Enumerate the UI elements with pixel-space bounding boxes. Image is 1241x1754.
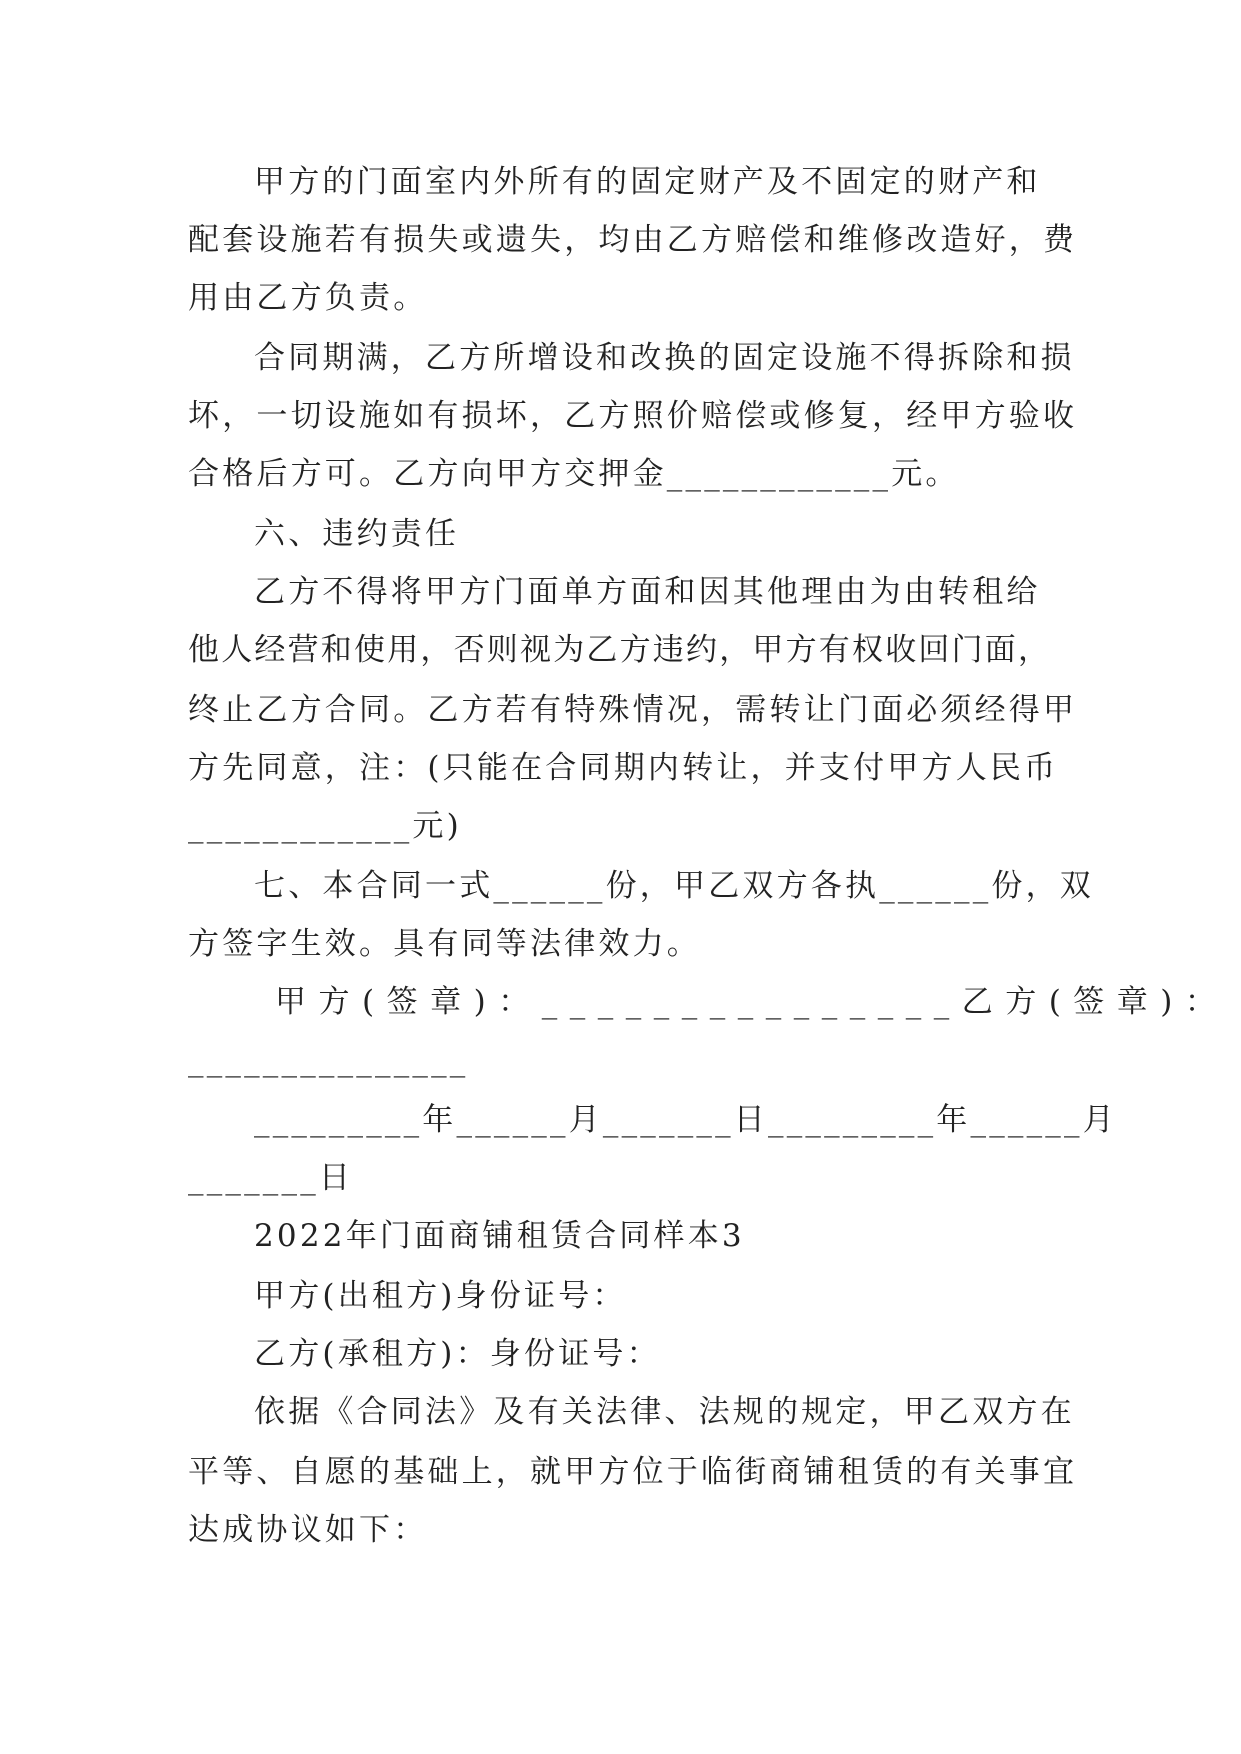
copies-line: 七、本合同一式______份，甲乙双方各执______份，双: [254, 868, 1094, 904]
paragraph-line: 达成协议如下：: [188, 1512, 428, 1548]
date-line: _________年______月_______日_________年______月: [254, 1102, 1117, 1138]
lessor-id-line: 甲方(出租方)身份证号：: [254, 1278, 627, 1314]
lessee-id-line: 乙方(承租方)：身份证号：: [254, 1336, 661, 1372]
section-heading: 六、违约责任: [254, 516, 460, 552]
paragraph-line: 甲方的门面室内外所有的固定财产及不固定的财产和: [254, 164, 1041, 200]
deposit-line: 合格后方可。乙方向甲方交押金____________元。: [188, 456, 960, 492]
paragraph-line: 坏，一切设施如有损坏，乙方照价赔偿或修复，经甲方验收: [188, 398, 1078, 434]
paragraph-line: 他人经营和使用，否则视为乙方违约，甲方有权收回门面，: [188, 632, 1052, 668]
paragraph-line: 乙方不得将甲方门面单方面和因其他理由为由转租给: [254, 574, 1041, 610]
paragraph-line: 配套设施若有损失或遗失，均由乙方赔偿和维修改造好，费: [188, 222, 1078, 258]
paragraph-line: ____________元): [188, 808, 462, 844]
paragraph-line: 合同期满，乙方所增设和改换的固定设施不得拆除和损: [254, 340, 1075, 376]
signature-blank: _______________: [188, 1042, 469, 1078]
signature-line: 甲方(签章)：_______________乙方(签章)：: [275, 984, 1229, 1020]
contract-title: 2022年门面商铺租赁合同样本3: [254, 1218, 745, 1254]
paragraph-line: 方先同意，注：(只能在合同期内转让，并支付甲方人民币: [188, 750, 1059, 786]
paragraph-line: 终止乙方合同。乙方若有特殊情况，需转让门面必须经得甲: [188, 692, 1078, 728]
paragraph-line: 依据《合同法》及有关法律、法规的规定，甲乙双方在: [254, 1394, 1075, 1430]
paragraph-line: 方签字生效。具有同等法律效力。: [188, 926, 701, 962]
paragraph-line: 平等、自愿的基础上，就甲方位于临街商铺租赁的有关事宜: [188, 1454, 1078, 1490]
paragraph-line: 用由乙方负责。: [188, 280, 428, 316]
date-line: _______日: [188, 1160, 354, 1196]
